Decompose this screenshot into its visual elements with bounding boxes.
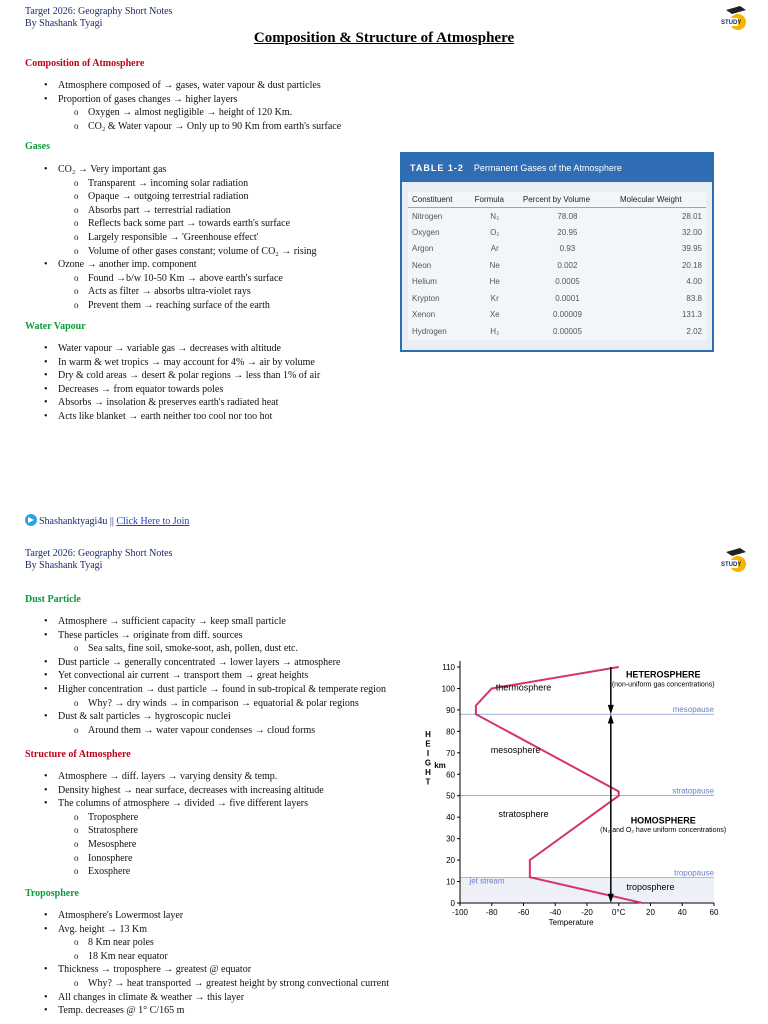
list-item: o 8 Km near poles — [44, 936, 389, 950]
table-row — [408, 224, 706, 241]
list-item: • Ozone → another imp. component — [44, 258, 317, 272]
table-cell: Neon — [412, 260, 432, 270]
list-item: o Reflects back some part → towards earth's surface — [44, 217, 317, 231]
list-item: • The columns of atmosphere → divided → five different layers — [44, 797, 324, 811]
list-item: o Sea salts, fine soil, smoke-soot, ash, pollen, dust etc. — [44, 642, 386, 656]
svg-text:STUDY: STUDY — [721, 20, 742, 26]
list-item: o Stratosphere — [44, 824, 324, 838]
column-header: Formula — [471, 192, 519, 208]
y-axis-label-letter: E — [425, 739, 431, 749]
gases-list — [44, 163, 317, 313]
list-item: • Proportion of gases changes → higher layers — [44, 93, 341, 107]
x-tick-label: -20 — [581, 908, 593, 917]
composition-list — [44, 79, 341, 133]
page-title: Composition & Structure of Atmosphere — [253, 30, 515, 46]
troposphere-heading: Troposphere — [25, 888, 79, 899]
y-tick-label: 20 — [446, 856, 455, 866]
column-header: Percent by Volume — [519, 192, 616, 208]
gases-heading: Gases — [25, 141, 50, 152]
list-item: o Ionosphere — [44, 852, 324, 866]
y-tick-label: 10 — [446, 877, 455, 887]
heterosphere-label: HETEROSPHERE — [625, 669, 701, 680]
column-header: Constituent — [408, 192, 471, 208]
table-cell: 0.00009 — [552, 310, 582, 320]
table-cell: Oxygen — [412, 227, 440, 237]
boundary-label: stratopause — [672, 786, 714, 796]
list-item: • Density highest → near surface, decreases with increasing altitude — [44, 784, 324, 798]
telegram-icon — [25, 514, 37, 526]
layer-label: mesosphere — [490, 744, 541, 755]
table-cell: Kr — [490, 293, 499, 303]
x-axis-label: Temperature — [548, 918, 594, 927]
list-item: • These particles → originate from diff. sources — [44, 629, 386, 643]
telegram-handle: Shashanktyagi4u — [39, 516, 108, 527]
list-item: • Decreases → from equator towards poles — [44, 383, 320, 397]
table-cell: Xenon — [412, 310, 436, 320]
list-item: o Exosphere — [44, 865, 324, 879]
list-item: • Temp. decreases @ 1° C/165 m — [44, 1004, 389, 1018]
table-cell: 28.01 — [681, 211, 702, 221]
table-cell: H₂ — [490, 326, 500, 336]
list-item: • Atmosphere composed of → gases, water vapour & dust particles — [44, 79, 341, 93]
table-cell: 0.002 — [557, 260, 578, 270]
table-cell: 4.00 — [686, 277, 702, 287]
list-item: o Absorbs part → terrestrial radiation — [44, 204, 317, 218]
temperature-curve — [476, 667, 643, 903]
table-cell: He — [489, 277, 500, 287]
header-line2: By Shashank Tyagi — [25, 560, 103, 571]
list-item: o Opaque → outgoing terrestrial radiation — [44, 190, 317, 204]
svg-text:STUDY: STUDY — [721, 562, 742, 568]
table-row — [408, 323, 706, 340]
boundary-label: mesopause — [672, 705, 714, 715]
list-item: • Acts like blanket → earth neither too cool nor too hot — [44, 410, 320, 424]
list-item: o Troposphere — [44, 811, 324, 825]
layer-label: jet stream — [469, 876, 505, 886]
composition-heading: Composition of Atmosphere — [25, 58, 145, 69]
table-header-row — [408, 192, 706, 208]
column-header: Molecular Weight — [616, 192, 706, 208]
y-tick-label: 70 — [446, 748, 455, 758]
list-item: o Found →b/w 10-50 Km → above earth's surface — [44, 272, 317, 286]
table-cell: N₂ — [490, 211, 500, 221]
list-item: • CO₂ → Very important gas — [44, 163, 317, 177]
x-tick-label: -60 — [517, 908, 530, 917]
list-item: o Largely responsible → 'Greenhouse effect' — [44, 231, 317, 245]
structure-heading: Structure of Atmosphere — [25, 749, 131, 760]
list-item: • Thickness → troposphere → greatest @ equator — [44, 963, 389, 977]
arrow-head — [608, 714, 614, 723]
list-item: o CO₂ & Water vapour → Only up to 90 Km from earth's surface — [44, 120, 341, 134]
table-label: TABLE 1-2 — [410, 163, 464, 173]
list-item: o Around them → water vapour condenses → cloud forms — [44, 724, 386, 738]
table-row — [408, 274, 706, 291]
table-cell: 0.00005 — [552, 326, 582, 336]
list-item: • Atmosphere's Lowermost layer — [44, 909, 389, 923]
table-cell: Krypton — [412, 293, 440, 303]
table-row — [408, 257, 706, 274]
y-axis-label-letter: H — [425, 768, 431, 777]
list-item: • Atmosphere → diff. layers → varying density & temp. — [44, 770, 324, 784]
permanent-gases-table — [400, 152, 714, 352]
y-axis-label-letter: H — [425, 730, 431, 739]
table-cell: 32.00 — [681, 227, 702, 237]
list-item: o Acts as filter → absorbs ultra-violet rays — [44, 285, 317, 299]
x-tick-label: -100 — [451, 908, 469, 917]
atmosphere-temperature-chart — [420, 655, 730, 930]
structure-list — [44, 770, 324, 879]
join-link[interactable]: Click Here to Join — [116, 516, 190, 527]
table-cell: Ar — [490, 244, 499, 254]
table-row — [408, 307, 706, 324]
y-tick-label: 0 — [450, 899, 455, 908]
x-tick-label: 0°C — [612, 908, 626, 917]
table-cell: 2.02 — [686, 326, 702, 336]
table-row — [408, 241, 706, 258]
separator: || — [107, 516, 117, 527]
list-item: • Absorbs → insolation & preserves earth's radiated heat — [44, 396, 320, 410]
x-tick-label: 40 — [677, 908, 687, 917]
table-cell: 20.95 — [557, 227, 578, 237]
list-item: o Prevent them → reaching surface of the earth — [44, 299, 317, 313]
y-tick-label: 60 — [446, 770, 455, 780]
telegram-footer — [25, 514, 189, 527]
header-line2: By Shashank Tyagi — [25, 18, 103, 29]
y-tick-label: 90 — [446, 705, 455, 715]
header-line1: Target 2026: Geography Short Notes — [25, 548, 173, 559]
list-item: • Dust & salt particles → hygroscopic nuclei — [44, 710, 386, 724]
y-tick-label: 40 — [446, 813, 455, 823]
layer-label: troposphere — [626, 882, 675, 893]
table-title: Permanent Gases of the Atmosphere — [473, 163, 622, 173]
layer-label: stratosphere — [498, 809, 549, 820]
water-vapour-list — [44, 342, 320, 424]
x-tick-label: 20 — [646, 908, 655, 917]
x-tick-label: 60 — [709, 908, 719, 917]
table-cell: 83.8 — [686, 293, 702, 303]
table-cell: O₂ — [490, 227, 500, 237]
table-caption — [402, 154, 712, 182]
list-item: • Atmosphere → sufficient capacity → keep small particle — [44, 615, 386, 629]
table-cell: 0.0005 — [555, 277, 580, 287]
y-axis-label-letter: T — [425, 777, 431, 787]
table-cell: 20.18 — [681, 260, 702, 270]
y-tick-label: 110 — [442, 663, 455, 672]
boundary-label: tropopause — [673, 868, 714, 878]
table-row — [408, 290, 706, 307]
table-cell: Argon — [412, 244, 434, 254]
y-axis-label-letter: I — [426, 749, 430, 758]
table-cell: 78.08 — [557, 211, 578, 221]
table-cell: Ne — [489, 260, 500, 270]
list-item: o Mesosphere — [44, 838, 324, 852]
list-item: o 18 Km near equator — [44, 950, 389, 964]
header-line1: Target 2026: Geography Short Notes — [25, 6, 173, 17]
y-tick-label: 30 — [446, 834, 455, 844]
list-item: • Dust particle → generally concentrated → lower layers → atmosphere — [44, 656, 386, 670]
troposphere-list — [44, 909, 389, 1018]
table-cell: Hydrogen — [412, 326, 447, 336]
y-tick-label: 80 — [446, 727, 455, 737]
list-item: • Avg. height → 13 Km — [44, 923, 389, 937]
water-vapour-heading: Water Vapour — [25, 321, 86, 332]
table-cell: 131.3 — [681, 310, 702, 320]
list-item: o Why? → dry winds → in comparison → equatorial & polar regions — [44, 697, 386, 711]
table-cell: 0.93 — [559, 244, 576, 254]
list-item: • Water vapour → variable gas → decreases with altitude — [44, 342, 320, 356]
heterosphere-note: (non-uniform gas concentrations) — [611, 681, 715, 689]
page-header — [25, 6, 172, 30]
dust-heading: Dust Particle — [25, 594, 81, 605]
y-axis-label-letter: G — [424, 758, 432, 768]
list-item: • All changes in climate & weather → this layer — [44, 991, 389, 1005]
list-item: • Higher concentration → dust particle → found in sub-tropical & temperate region — [44, 683, 386, 697]
y-tick-label: 100 — [441, 684, 455, 694]
page2-header — [25, 548, 172, 572]
arrow-head — [608, 705, 614, 714]
list-item: o Oxygen → almost negligible → height of 120 Km. — [44, 106, 341, 120]
list-item: o Transparent → incoming solar radiation — [44, 177, 317, 191]
list-item: • In warm & wet tropics → may account for 4% → air by volume — [44, 356, 320, 370]
homosphere-note: (N₂ and O₂ have uniform concentrations) — [600, 827, 727, 835]
studyiq-logo-icon — [718, 546, 748, 576]
x-tick-label: -40 — [549, 908, 562, 917]
dust-list — [44, 615, 386, 737]
table-cell: 39.95 — [681, 244, 702, 254]
list-item: • Yet convectional air current → transport them → great heights — [44, 669, 386, 683]
table-cell: Helium — [412, 277, 437, 287]
x-tick-label: -80 — [485, 908, 498, 917]
table-row — [408, 208, 706, 225]
table-cell: 0.0001 — [555, 293, 580, 303]
list-item: o Why? → heat transported → greatest height by strong convectional current — [44, 977, 389, 991]
layer-label: thermosphere — [495, 682, 552, 693]
list-item: • Dry & cold areas → desert & polar regions → less than 1% of air — [44, 369, 320, 383]
table-cell: Xe — [489, 310, 500, 320]
list-item: o Volume of other gases constant; volume of CO₂ → rising — [44, 245, 317, 259]
homosphere-label: HOMOSPHERE — [630, 815, 696, 826]
y-tick-label: 50 — [446, 791, 455, 801]
table-cell: Nitrogen — [412, 211, 443, 221]
y-axis-unit: km — [434, 761, 446, 770]
